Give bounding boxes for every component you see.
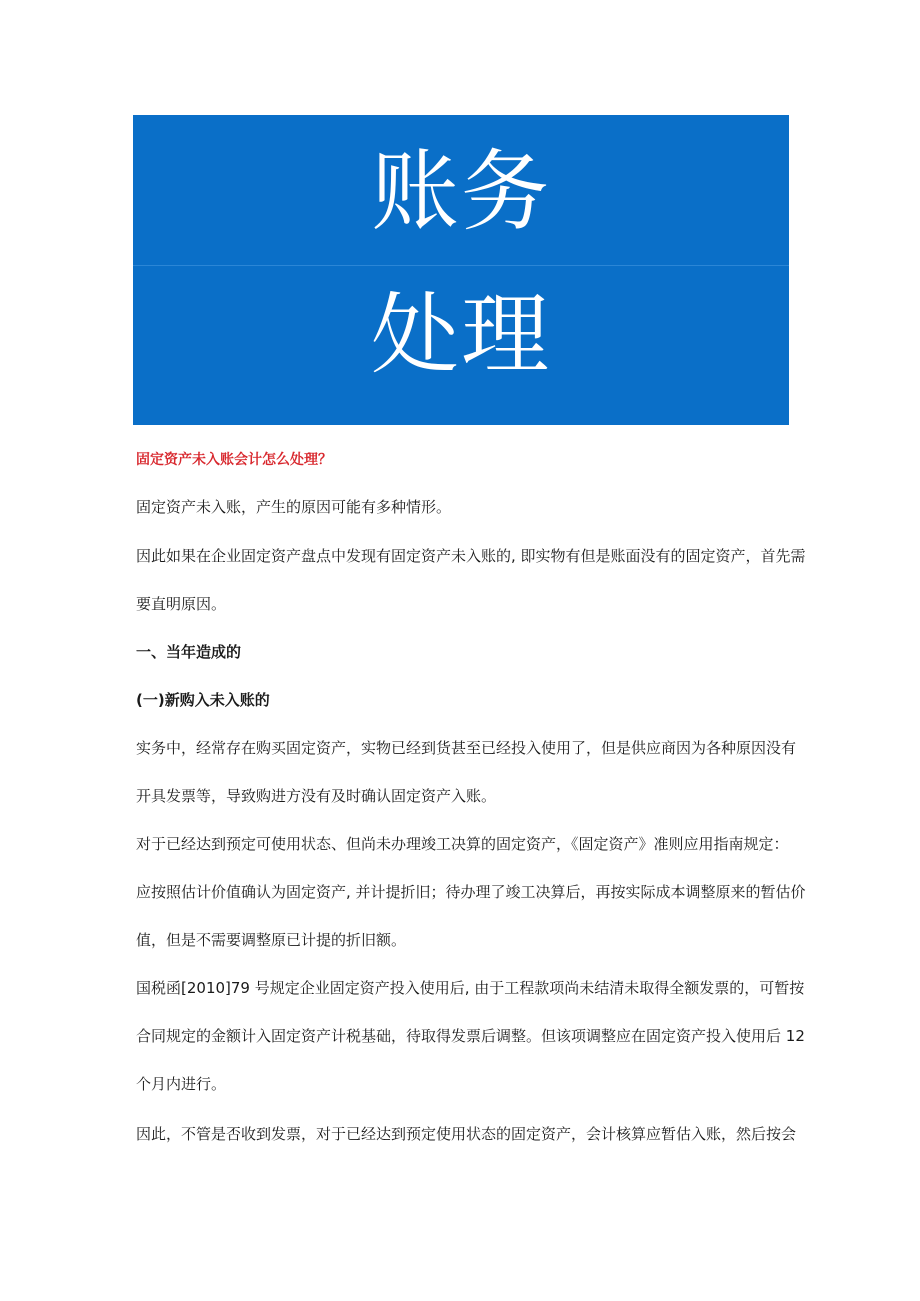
paragraph-5-line-3: 个月内进行。	[136, 1075, 227, 1093]
paragraph-3-line-2: 开具发票等，导致购进方没有及时确认固定资产入账。	[136, 787, 497, 805]
section-heading-2: (一)新购入未入账的	[136, 691, 270, 709]
article-title: 固定资产未入账会计怎么处理？	[136, 452, 332, 468]
paragraph-6-line-1: 因此，不管是否收到发票，对于已经达到预定使用状态的固定资产，会计核算应暂估入账，然后按会	[136, 1125, 797, 1143]
banner-title-line-2: 处理	[370, 283, 551, 386]
banner-title-line-1: 账务	[370, 140, 551, 243]
paragraph-5-line-1: 国税函[2010]79 号规定企业固定资产投入使用后, 由于工程款项尚未结清未取得全额发票的，可暂按	[136, 979, 805, 997]
paragraph-5-line-2: 合同规定的金额计入固定资产计税基础，待取得发票后调整。但该项调整应在固定资产投入使用后 12	[136, 1027, 805, 1045]
paragraph-3-line-1: 实务中，经常存在购买固定资产，实物已经到货甚至已经投入使用了，但是供应商因为各种原因没有	[136, 739, 797, 757]
paragraph-4-line-3: 值，但是不需要调整原已计提的折旧额。	[136, 931, 407, 949]
paragraph-4-line-2: 应按照估计价值确认为固定资产, 并计提折旧；待办理了竣工决算后，再按实际成本调整原来的暂估价	[136, 883, 806, 901]
paragraph-2-line-1: 因此如果在企业固定资产盘点中发现有固定资产未入账的, 即实物有但是账面没有的固定资产，首先需	[136, 547, 806, 565]
banner-divider	[133, 265, 789, 266]
section-heading-1: 一、当年造成的	[136, 643, 242, 661]
paragraph-1: 固定资产未入账，产生的原因可能有多种情形。	[136, 498, 452, 516]
paragraph-4-line-1: 对于已经达到预定可使用状态、但尚未办理竣工决算的固定资产，《固定资产》准则应用指南规定：	[136, 835, 789, 853]
paragraph-2-line-2: 要直明原因。	[136, 595, 227, 613]
